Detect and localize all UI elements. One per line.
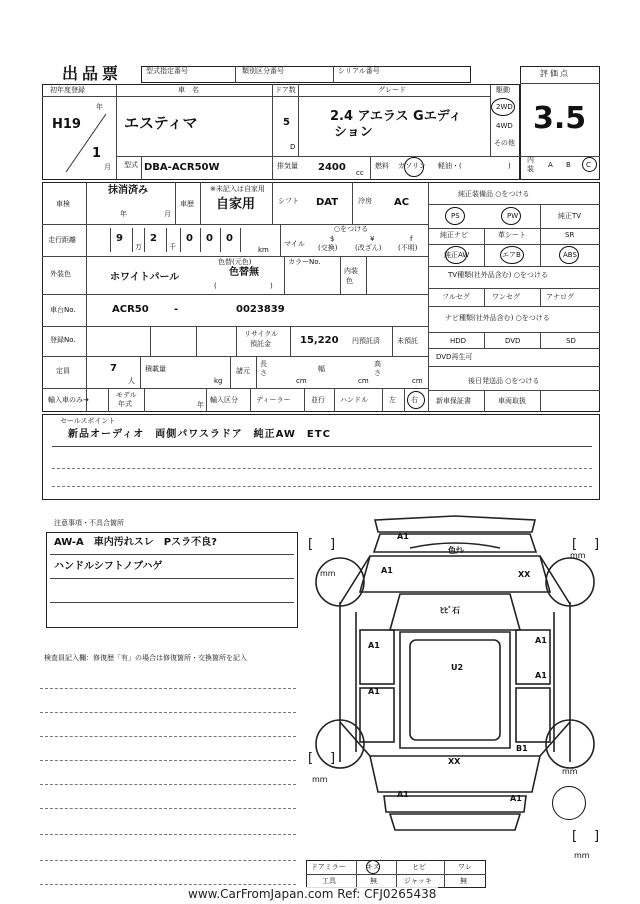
color-change: 色替無 <box>229 267 259 278</box>
grade-line1: 2.4 アエラス Gエディ <box>330 109 462 124</box>
exterior-label: 外装色 <box>50 270 71 278</box>
serial-label: シリアル番号 <box>338 67 380 75</box>
model-year-label-2: 年式 <box>118 400 132 408</box>
dealer: ディーラー <box>256 396 291 404</box>
mileage-exchange-b: (交換) <box>318 244 338 252</box>
mileage-label: 走行距離 <box>48 236 76 244</box>
interior-a: A <box>548 161 553 169</box>
bracket-rr-close: ] <box>594 829 600 844</box>
notes-label: 注意事項・不具合箇所 <box>54 519 124 527</box>
mileage-exchange-a: $ <box>330 235 335 243</box>
chassis-dash: - <box>174 304 179 315</box>
handle-right-circle <box>407 391 425 409</box>
score-value: 3.5 <box>533 101 587 136</box>
equipment-title: 純正装備品 ○をつける <box>458 190 530 198</box>
mm-rl: mm <box>312 775 328 784</box>
equip-aw-circle <box>444 246 470 264</box>
mark-a1-front: A1 <box>397 532 409 541</box>
mark-color-note: 色ﾅﾚ <box>448 546 464 555</box>
equip-abs: ABS <box>563 251 577 259</box>
doors-value: 5 <box>283 117 290 128</box>
dims-label: 諸元 <box>236 367 250 375</box>
after-title: 後日発送品 ○をつける <box>468 377 540 385</box>
car-name: エスティマ <box>124 114 198 132</box>
equip-airbag: エアB <box>502 251 521 259</box>
drive-other: その他 <box>494 139 515 147</box>
mileage-man: 万 <box>135 243 142 251</box>
model-year-unit: 年 <box>197 401 204 409</box>
fuel-light: 軽油・( <box>438 162 462 170</box>
sales-points-block <box>42 414 600 500</box>
reg-no-label: 登録No. <box>50 336 76 344</box>
year-unit: 年 <box>96 103 103 111</box>
shift-label: シフト <box>278 197 299 205</box>
recycle-paid: 円預託済 <box>352 337 380 345</box>
navi-title: ナビ種類(社外品含む) ○をつける <box>445 314 550 322</box>
interior-label-1: 内 <box>527 156 534 164</box>
mileage-digit-3: 0 <box>186 233 193 244</box>
navi-sd: SD <box>566 337 576 345</box>
displacement-value: 2400 <box>318 162 346 173</box>
after-warranty: 新車保証書 <box>436 397 471 405</box>
tools-label: 工具 <box>322 877 336 885</box>
navi-dvd: DVD <box>505 337 521 345</box>
color-original-label: 色替(元色) <box>218 258 252 266</box>
break-label: ワレ <box>458 863 472 871</box>
width-cm: cm <box>358 377 369 385</box>
tv-title: TV種類(社外品含む) ○をつける <box>448 271 548 279</box>
import-label: 輸入車のみ→ <box>48 396 89 404</box>
mark-a1-rear-center: A1 <box>397 790 409 799</box>
height-label-2: さ <box>374 369 381 377</box>
capacity-unit: 人 <box>128 377 135 385</box>
mark-a1-right-rear: A1 <box>535 671 547 680</box>
drive-2wd-circle <box>491 98 515 116</box>
score-label: 評価点 <box>540 69 570 78</box>
doors-sub: D <box>290 143 296 151</box>
displacement-unit: cc <box>356 169 364 177</box>
scratch-label: キズ <box>366 863 380 871</box>
tv-analog: アナログ <box>546 293 574 301</box>
status-label: 車検 <box>56 200 70 208</box>
after-manual: 車両取扱 <box>498 397 526 405</box>
jack-value: 無 <box>460 877 467 885</box>
mileage-modified-b: (改ざん) <box>355 244 382 252</box>
header-codes-box <box>141 66 471 83</box>
color-no-label: カラーNo. <box>288 258 321 266</box>
equip-pw-circle <box>501 207 521 225</box>
equip-tv: 純正TV <box>558 212 582 220</box>
doors-label: ドア数 <box>275 86 296 94</box>
recycle-label-2: 預託金 <box>250 340 271 348</box>
history-value: 自家用 <box>216 197 256 212</box>
page-title: 出品票 <box>62 64 123 83</box>
parallel: 並行 <box>311 396 325 404</box>
equip-ps: PS <box>451 212 460 220</box>
length-label-1: 長 <box>260 360 267 368</box>
interior-c: C <box>586 161 591 169</box>
mileage-digit-5: 0 <box>226 233 233 244</box>
dvd-playback: DVD再生可 <box>436 353 473 361</box>
sales-points-label: セールスポイント <box>60 417 116 425</box>
recycle-label-1: リサイクル <box>244 330 279 338</box>
color-paren-close: ) <box>270 282 273 290</box>
bracket-rr-open: [ <box>572 829 578 844</box>
mileage-digit-1: 9 <box>116 233 123 244</box>
mark-a1-left-rear: A1 <box>368 687 380 696</box>
bracket-fr-open: [ <box>572 537 578 552</box>
exterior-color: ホワイトパール <box>110 272 180 283</box>
model-code-label: 型式指定番号 <box>146 67 188 75</box>
mark-xx-front-right: XX <box>518 570 531 579</box>
fuel-label: 燃料 <box>375 162 389 170</box>
mm-spare: mm <box>574 851 590 860</box>
interior-c-circle <box>582 157 597 172</box>
tools-value: 無 <box>370 877 377 885</box>
sales-points-text: 新品オーディオ 両側パワスラドア 純正AW ETC <box>68 429 331 440</box>
first-reg-label: 初年度登録 <box>50 86 85 94</box>
mark-xx-rear: XX <box>448 757 461 766</box>
mark-a1-left-front: A1 <box>368 641 380 650</box>
length-label-2: さ <box>260 369 267 377</box>
status-month: 月 <box>164 210 171 218</box>
interior-label-2: 装 <box>527 165 534 173</box>
equip-sr: SR <box>565 231 575 239</box>
equip-ps-circle <box>445 207 465 225</box>
interior-color-label-2: 色 <box>346 277 353 285</box>
interior-b: B <box>566 161 571 169</box>
door-mirror-label: ドアミラー <box>311 863 346 871</box>
status-value: 抹消済み <box>108 185 148 196</box>
height-label-1: 高 <box>374 360 381 368</box>
mark-a1-rear-right: A1 <box>510 794 522 803</box>
drive-2wd: 2WD <box>496 103 513 111</box>
load-unit: kg <box>214 377 223 385</box>
tv-full: フルセグ <box>442 293 470 301</box>
handle-right: 右 <box>411 396 418 404</box>
mm-fr: mm <box>570 551 586 560</box>
interior-color-label-1: 内装 <box>344 267 358 275</box>
height-cm: cm <box>412 377 423 385</box>
tv-one: ワンセグ <box>492 293 520 301</box>
model-prefix: 型式 <box>124 161 138 169</box>
fuel-value: ガソリン <box>398 162 426 170</box>
equip-aw: 純正AW <box>444 251 470 259</box>
color-paren-open: ( <box>214 282 217 290</box>
crack-label: ヒビ <box>412 863 426 871</box>
capacity-label: 定員 <box>56 367 70 375</box>
equip-abs-circle <box>559 246 579 264</box>
month-unit: 月 <box>104 163 111 171</box>
recycle-amount: 15,220 <box>300 335 339 346</box>
scratch-circle <box>366 860 380 874</box>
mileage-unknown-a: f <box>410 235 413 243</box>
chassis-label: 車台No. <box>50 306 76 314</box>
mm-fl: mm <box>320 569 336 578</box>
model-year-label-1: モデル <box>116 391 137 399</box>
spare-tire <box>552 786 586 820</box>
equip-navi: 純正ナビ <box>440 231 468 239</box>
mark-a1-right-front: A1 <box>535 636 547 645</box>
mileage-modified-a: ¥ <box>370 235 375 243</box>
bracket-rl-close: ] <box>330 751 336 766</box>
jack-label: ジャッキ <box>404 877 432 885</box>
width-label: 幅 <box>318 365 325 373</box>
bracket-fl-close: ] <box>330 537 336 552</box>
history-label: 車歴 <box>180 200 194 208</box>
first-reg-month: 1 <box>92 146 102 161</box>
recycle-unpaid: 未預託 <box>397 337 418 345</box>
name-label: 車 名 <box>178 86 199 94</box>
inspector-label: 検査員記入欄：修復歴「有」の場合は修復箇所・交換箇所を記入 <box>44 654 247 662</box>
grade-line2: ション <box>334 125 373 140</box>
notes-line1: AW-A 車内汚れスレ Pスラ不良? <box>54 537 217 548</box>
handle-left: 左 <box>389 396 396 404</box>
mark-b1: B1 <box>516 744 528 753</box>
length-cm: cm <box>296 377 307 385</box>
load-label: 積載量 <box>145 365 166 373</box>
navi-hdd: HDD <box>450 337 467 345</box>
ac-label: 冷房 <box>358 197 372 205</box>
category-label: 類別区分番号 <box>242 67 284 75</box>
status-year: 年 <box>120 210 127 218</box>
drive-label: 駆動 <box>496 86 510 94</box>
ac-value: AC <box>394 197 410 208</box>
bracket-rl-open: [ <box>308 751 314 766</box>
history-note: ※未記入は自家用 <box>210 185 265 193</box>
notes-line2: ハンドルシフトノブハゲ <box>54 561 163 572</box>
mileage-unknown-b: (不明) <box>398 244 418 252</box>
footer-watermark[interactable]: www.CarFromJapan.com Ref: CFJ0265438 <box>188 887 437 901</box>
drive-4wd: 4WD <box>496 122 513 130</box>
mark-u2: U2 <box>451 663 464 672</box>
fuel-close: ) <box>508 162 511 170</box>
mileage-km: km <box>258 246 269 254</box>
mileage-mile: マイル <box>284 240 305 248</box>
chassis-number: 0023839 <box>236 304 285 315</box>
mileage-digit-2: 2 <box>150 233 157 244</box>
first-reg-year: H19 <box>52 117 81 132</box>
mileage-digit-4: 0 <box>206 233 213 244</box>
mileage-check-label: ○をつける <box>334 225 369 233</box>
equip-airbag-circle <box>500 246 524 264</box>
bracket-fr-close: ] <box>594 537 600 552</box>
handle-label: ハンドル <box>340 396 368 404</box>
mark-a1-front-left: A1 <box>381 566 393 575</box>
model-value: DBA-ACR50W <box>144 162 220 173</box>
displacement-label: 排気量 <box>277 162 298 170</box>
mark-hood: ﾋﾋﾞ石 <box>440 606 460 615</box>
equip-pw: PW <box>507 212 519 220</box>
mm-rr: mm <box>562 767 578 776</box>
equip-leather: 革シート <box>498 231 526 239</box>
shift-value: DAT <box>316 197 339 208</box>
bracket-fl-open: [ <box>308 537 314 552</box>
import-type-label: 輸入区分 <box>210 396 238 404</box>
mileage-sen: 千 <box>169 243 176 251</box>
grade-label: グレード <box>378 86 406 94</box>
fuel-circle <box>404 157 424 177</box>
chassis-prefix: ACR50 <box>112 304 149 315</box>
capacity-value: 7 <box>110 363 117 374</box>
